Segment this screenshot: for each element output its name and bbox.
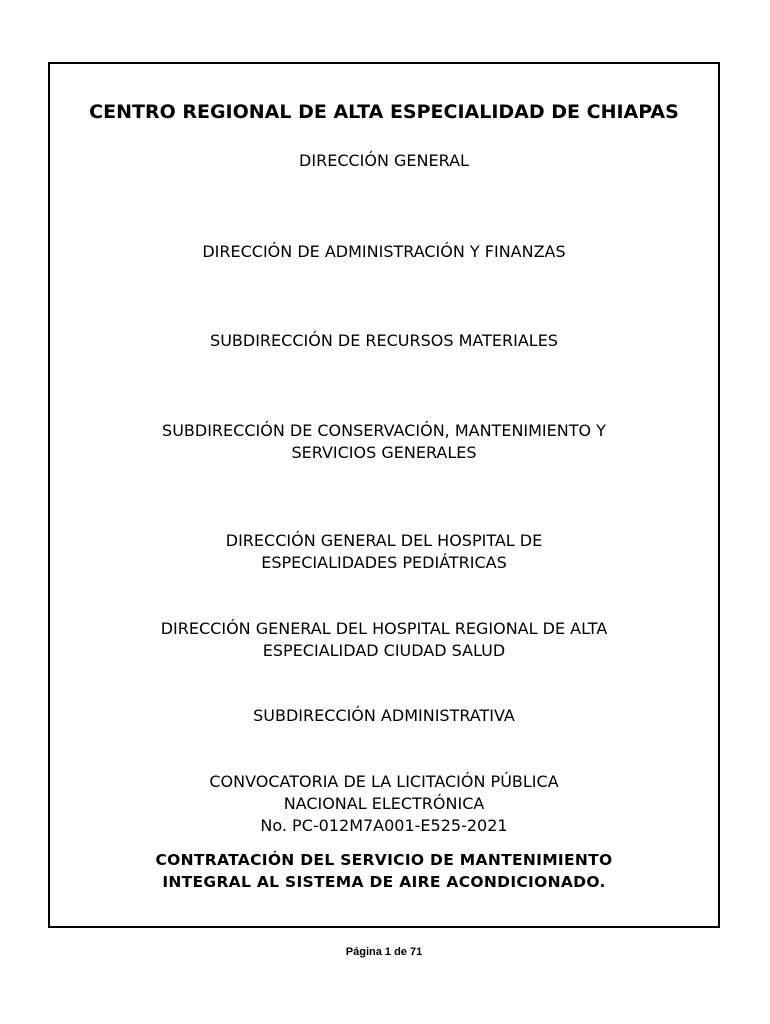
service-description bbox=[48, 849, 720, 893]
section-convocatoria bbox=[48, 771, 720, 837]
section-line: DIRECCIÓN GENERAL DEL HOSPITAL DE bbox=[225, 531, 543, 550]
section-conservacion-mantenimiento bbox=[48, 420, 720, 464]
section-line: SUBDIRECCIÓN ADMINISTRATIVA bbox=[253, 706, 515, 725]
section-line: DIRECCIÓN GENERAL DEL HOSPITAL REGIONAL DE ALTA bbox=[160, 619, 608, 638]
section-hospital-ciudad-salud bbox=[48, 618, 720, 662]
section-line: No. PC-012M7A001-E525-2021 bbox=[260, 816, 508, 835]
page-number: Página 1 de 71 bbox=[345, 946, 423, 958]
service-line: CONTRATACIÓN DEL SERVICIO DE MANTENIMIENTO bbox=[155, 851, 613, 869]
section-line: DIRECCIÓN DE ADMINISTRACIÓN Y FINANZAS bbox=[202, 242, 566, 261]
section-line: CONVOCATORIA DE LA LICITACIÓN PÚBLICA bbox=[209, 772, 559, 791]
section-line: ESPECIALIDAD CIUDAD SALUD bbox=[262, 641, 506, 660]
section-line: DIRECCIÓN GENERAL bbox=[299, 151, 469, 170]
service-line: INTEGRAL AL SISTEMA DE AIRE ACONDICIONADO. bbox=[162, 873, 606, 891]
section-line: SUBDIRECCIÓN DE RECURSOS MATERIALES bbox=[210, 331, 558, 350]
section-line: SUBDIRECCIÓN DE CONSERVACIÓN, MANTENIMIENTO Y bbox=[162, 421, 606, 440]
section-line: ESPECIALIDADES PEDIÁTRICAS bbox=[261, 553, 507, 572]
section-recursos-materiales bbox=[48, 330, 720, 352]
section-subdireccion-administrativa bbox=[48, 705, 720, 727]
section-hospital-pediatricas bbox=[48, 530, 720, 574]
section-administracion-finanzas bbox=[48, 241, 720, 263]
section-line: SERVICIOS GENERALES bbox=[291, 443, 477, 462]
section-line: NACIONAL ELECTRÓNICA bbox=[283, 794, 485, 813]
document-title: CENTRO REGIONAL DE ALTA ESPECIALIDAD DE CHIAPAS bbox=[89, 101, 679, 123]
section-direccion-general bbox=[48, 150, 720, 172]
